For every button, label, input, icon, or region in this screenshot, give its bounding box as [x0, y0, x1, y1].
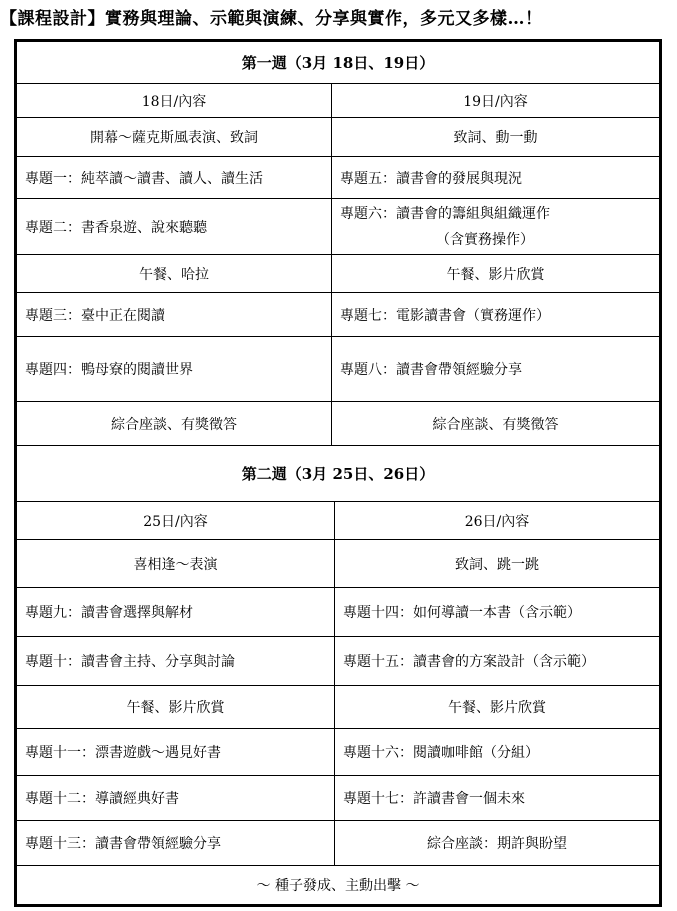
week2-row1-left: 喜相逢～表演	[17, 540, 335, 587]
week1-col-right: 19日/內容	[463, 93, 528, 110]
week2-row3-left: 專題十：讀書會主持、分享與討論	[17, 637, 335, 685]
week2-row7-right: 綜合座談：期許與盼望	[427, 836, 567, 852]
week1-header-row	[17, 42, 659, 84]
table-row	[17, 540, 659, 588]
week2-row2-left: 專題九：讀書會選擇與解材	[17, 588, 335, 636]
table-row	[17, 686, 659, 729]
week1-row1-left: 開幕～薩克斯風表演、致詞	[17, 118, 332, 156]
week2-row4-left: 午餐、影片欣賞	[17, 686, 335, 728]
week1-row5-left: 專題三：臺中正在閱讀	[17, 293, 332, 336]
table-row	[17, 402, 659, 446]
week1-row3-right-line1: 專題六：讀書會的籌組與組織運作	[340, 205, 550, 222]
week1-row3-left: 專題二：書香泉遊、說來聽聽	[17, 199, 332, 254]
week2-row6-left: 專題十二：導讀經典好書	[17, 776, 335, 820]
week2-col-header-row	[17, 502, 659, 540]
week2-row3-right: 專題十五：讀書會的方案設計（含示範）	[343, 654, 595, 670]
table-row	[17, 337, 659, 402]
week1-row1-right: 致詞、動一動	[453, 130, 538, 146]
week1-col-header-row	[17, 84, 659, 118]
week1-row6-right: 專題八：讀書會帶領經驗分享	[340, 362, 522, 378]
week2-row5-right: 專題十六：閱讀咖啡館（分組）	[343, 745, 539, 761]
week1-row7-right: 綜合座談、有獎徵答	[432, 416, 559, 433]
week1-row2-right: 專題五：讀書會的發展與現況	[340, 170, 522, 187]
week2-col-left: 25日/內容	[17, 502, 335, 539]
schedule-table	[14, 39, 662, 907]
week2-header: 第二週（3月 25日、26日）	[241, 465, 435, 483]
week1-row4-left: 午餐、哈拉	[17, 255, 332, 292]
table-row	[17, 199, 659, 255]
week1-header: 第一週（3月 18日、19日）	[241, 54, 435, 72]
table-row	[17, 637, 659, 686]
footer-row	[17, 866, 659, 904]
table-row	[17, 588, 659, 637]
week2-col-right: 26日/內容	[464, 513, 530, 530]
table-row	[17, 729, 659, 776]
week2-row1-right: 致詞、跳一跳	[455, 556, 539, 573]
page-title: 【課程設計】實務與理論、示範與演練、分享與實作，多元又多樣…！	[0, 9, 543, 29]
table-row	[17, 118, 659, 157]
week1-row3-right-line2: （含實務操作）	[436, 231, 534, 248]
week2-row2-right: 專題十四：如何導讀一本書（含示範）	[343, 605, 581, 621]
table-row	[17, 293, 659, 337]
week1-row7-left: 綜合座談、有獎徵答	[17, 402, 332, 445]
week1-row6-left: 專題四：鴨母寮的閱讀世界	[17, 337, 332, 401]
week1-row5-right: 專題七：電影讀書會（實務運作）	[340, 307, 550, 324]
table-row	[17, 255, 659, 293]
table-row	[17, 776, 659, 821]
week2-row7-left: 專題十三：讀書會帶領經驗分享	[17, 821, 335, 865]
week2-row4-right: 午餐、影片欣賞	[448, 700, 546, 716]
week1-row2-left: 專題一：純萃讀～讀書、讀人、讀生活	[17, 157, 332, 198]
footer-slogan: ～ 種子發成、主動出擊 ～	[256, 878, 420, 894]
week1-col-left: 18日/內容	[17, 84, 332, 117]
week2-row5-left: 專題十一：漂書遊戲～遇見好書	[17, 729, 335, 775]
week2-row6-right: 專題十七：許讀書會一個未來	[343, 791, 525, 807]
table-row	[17, 821, 659, 866]
week1-row4-right: 午餐、影片欣賞	[446, 266, 545, 283]
table-row	[17, 157, 659, 199]
week1-row3-right	[332, 199, 659, 254]
week2-header-row	[17, 446, 659, 502]
